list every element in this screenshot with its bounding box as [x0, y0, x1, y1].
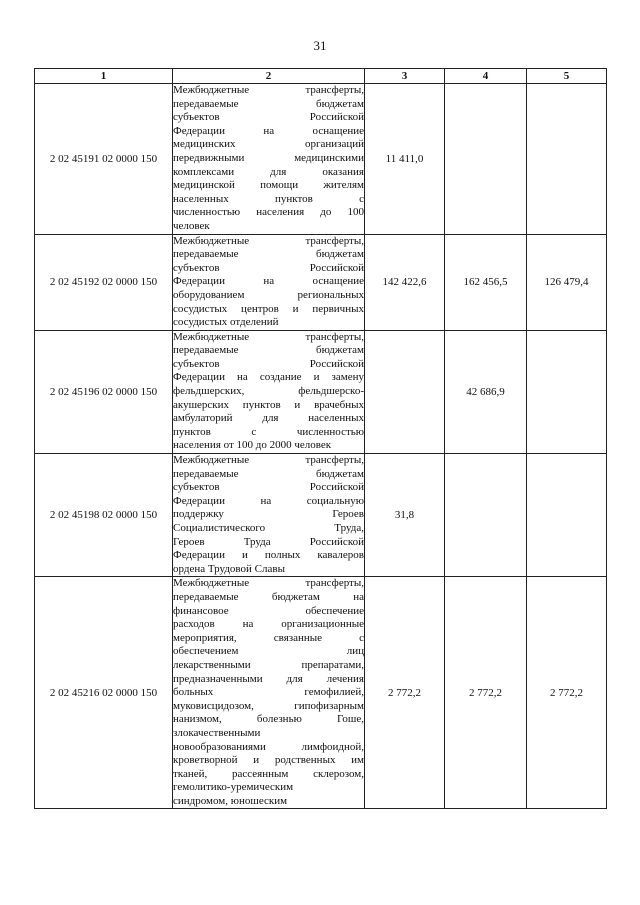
description-line: Федерации на оснащение [173, 124, 364, 137]
description-line: злокачественными [173, 726, 261, 739]
description-line: передаваемые бюджетам [173, 248, 364, 261]
budget-code-cell: 2 02 45191 02 0000 150 [35, 84, 173, 235]
amount-cell-col5 [527, 330, 607, 453]
budget-code-cell: 2 02 45198 02 0000 150 [35, 454, 173, 577]
description-line: субъектов Российской [173, 357, 364, 370]
description-line: нанизмом, болезнью Гоше, [173, 713, 364, 726]
description-cell [173, 84, 365, 235]
description-line: человек [173, 219, 210, 232]
description-line: обеспечением лиц [173, 645, 364, 658]
description-cell [173, 234, 365, 330]
description-cell [173, 330, 365, 453]
description-line: ордена Трудовой Славы [173, 562, 285, 575]
description-line: новообразованиями лимфоидной, [173, 740, 364, 753]
column-header-4: 4 [445, 69, 527, 84]
description-line: населенных пунктов с [173, 192, 364, 205]
description-line: гемолитико-уремическим [173, 781, 294, 794]
column-header-1: 1 [35, 69, 173, 84]
description-line: Межбюджетные трансферты, [173, 454, 364, 467]
budget-code-cell: 2 02 45192 02 0000 150 [35, 234, 173, 330]
description-line: субъектов Российской [173, 481, 364, 494]
amount-cell-col5 [527, 84, 607, 235]
description-line: тканей, рассеянным склерозом, [173, 767, 364, 780]
description-line: муковисцидозом, гипофизарным [173, 699, 364, 712]
column-header-2: 2 [173, 69, 365, 84]
description-line: комплексами для оказания [173, 165, 364, 178]
description-line: передаваемые бюджетам [173, 97, 364, 110]
budget-code-cell: 2 02 45196 02 0000 150 [35, 330, 173, 453]
description-line: медицинских организаций [173, 138, 364, 151]
description-line: амбулаторий для населенных [173, 412, 364, 425]
table-row [35, 234, 607, 330]
table-row [35, 577, 607, 809]
description-line: лекарственными препаратами, [173, 658, 364, 671]
description-line: Федерации на социальную [173, 494, 364, 507]
description-line: передаваемые бюджетам [173, 344, 364, 357]
description-line: сосудистых центров и первичных [173, 302, 364, 315]
amount-cell-col4 [445, 454, 527, 577]
description-line: синдромом, юношеским [173, 794, 288, 807]
amount-cell-col3: 11 411,0 [365, 84, 445, 235]
description-line: акушерских пунктов и врачебных [173, 398, 364, 411]
description-line: Федерации и полных кавалеров [173, 549, 364, 562]
description-line: расходов на организационные [173, 618, 364, 631]
budget-code-cell: 2 02 45216 02 0000 150 [35, 577, 173, 809]
description-line: Федерации на создание и замену [173, 371, 364, 384]
amount-cell-col4: 2 772,2 [445, 577, 527, 809]
description-cell [173, 577, 365, 809]
column-header-3: 3 [365, 69, 445, 84]
description-line: передвижными медицинскими [173, 151, 364, 164]
amount-cell-col4 [445, 84, 527, 235]
description-line: Межбюджетные трансферты, [173, 577, 364, 590]
description-line: передаваемые бюджетам на [173, 590, 364, 603]
description-line: Федерации на оснащение [173, 275, 364, 288]
column-header-5: 5 [527, 69, 607, 84]
description-line: численностью населения до 100 [173, 206, 364, 219]
amount-cell-col4: 42 686,9 [445, 330, 527, 453]
description-line: мероприятия, связанные с [173, 631, 364, 644]
description-line: предназначенными для лечения [173, 672, 364, 685]
amount-cell-col3: 2 772,2 [365, 577, 445, 809]
amount-cell-col4: 162 456,5 [445, 234, 527, 330]
description-line: больных гемофилией, [173, 686, 364, 699]
table-row [35, 454, 607, 577]
description-line: пунктов с численностью [173, 425, 364, 438]
description-line: Межбюджетные трансферты, [173, 84, 364, 96]
amount-cell-col3 [365, 330, 445, 453]
description-line: поддержку Героев [173, 508, 364, 521]
table-row [35, 330, 607, 453]
description-line: Социалистического Труда, [173, 522, 364, 534]
header-row [35, 69, 607, 84]
description-line: кроветворной и родственных им [173, 754, 364, 767]
description-line: субъектов Российской [173, 261, 364, 274]
description-line: медицинской помощи жителям [173, 179, 364, 192]
description-line: финансовое обеспечение [173, 604, 364, 617]
description-cell [173, 454, 365, 577]
page-number: 31 [313, 38, 327, 53]
description-line: оборудованием региональных [173, 288, 364, 301]
amount-cell-col5: 126 479,4 [527, 234, 607, 330]
description-line: населения от 100 до 2000 человек [173, 439, 332, 452]
table-body [35, 84, 607, 809]
budget-table [34, 68, 607, 809]
amount-cell-col5 [527, 454, 607, 577]
table-row [35, 84, 607, 235]
description-line: Межбюджетные трансферты, [173, 330, 364, 343]
amount-cell-col3: 31,8 [365, 454, 445, 577]
amount-cell-col5: 2 772,2 [527, 577, 607, 809]
description-line: сосудистых отделений [173, 316, 279, 329]
description-line: фельдшерских, фельдшерско- [173, 385, 364, 398]
description-line: передаваемые бюджетам [173, 467, 364, 480]
description-line: Межбюджетные трансферты, [173, 234, 364, 247]
amount-cell-col3: 142 422,6 [365, 234, 445, 330]
description-line: Героев Труда Российской [173, 535, 364, 548]
description-line: субъектов Российской [173, 111, 364, 124]
